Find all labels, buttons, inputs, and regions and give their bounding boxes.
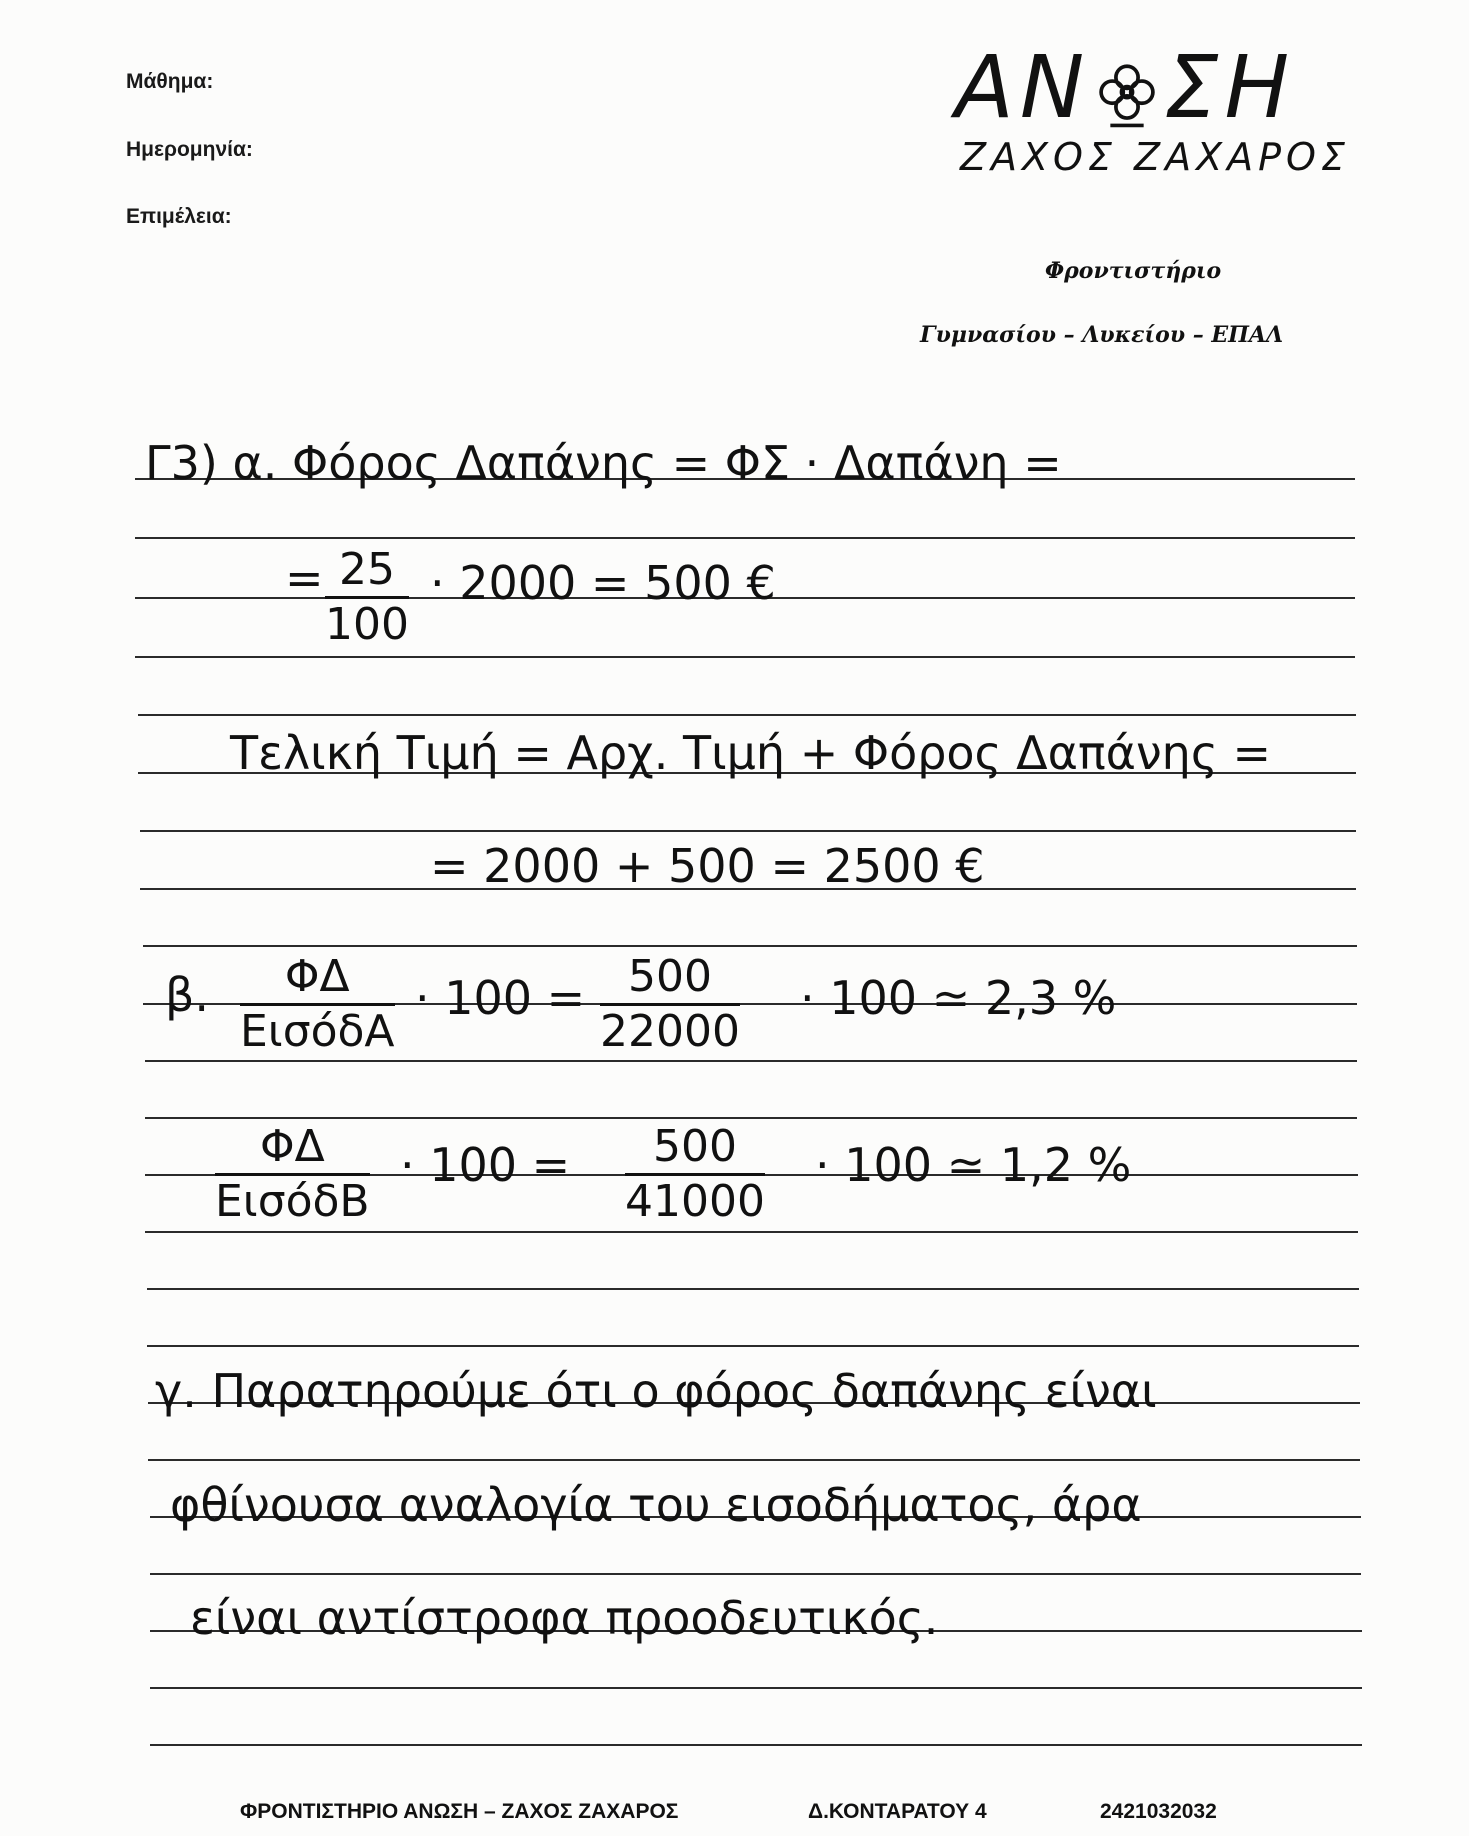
solution-line-5-end: · 100 ≃ 2,3 %: [800, 971, 1117, 1025]
solution-line-5-mid: · 100 =: [415, 971, 586, 1025]
solution-line-7: γ. Παρατηρούμε ότι ο φόρος δαπάνης είναι: [155, 1364, 1157, 1418]
logo: [955, 38, 1375, 138]
rule-line: [140, 830, 1356, 832]
fraction-numerator: 25: [325, 548, 409, 599]
solution-line-3: Τελική Τιμή = Αρχ. Τιμή + Φόρος Δαπάνης =: [230, 726, 1271, 780]
solution-line-8: φθίνουσα αναλογία του εισοδήματος, άρα: [170, 1478, 1142, 1532]
flower-icon: [1090, 57, 1164, 131]
solution-line-4: = 2000 + 500 = 2500 €: [430, 839, 985, 893]
rule-line: [143, 945, 1357, 947]
footer-address: Δ.ΚΟΝΤΑΡΑΤΟΥ 4: [808, 1800, 987, 1823]
fraction-numerator: ΦΔ: [240, 955, 395, 1006]
solution-line-2-prefix: =: [285, 551, 324, 605]
school-name: Φροντιστήριο: [1045, 258, 1222, 284]
school-levels: Γυμνασίου – Λυκείου – ΕΠΑΛ: [920, 322, 1284, 348]
editor-field-label: Επιμέλεια:: [126, 205, 232, 228]
solution-line-9: είναι αντίστροφα προοδευτικός.: [190, 1591, 939, 1645]
solution-line-2-rest: · 2000 = 500 €: [430, 556, 776, 610]
rule-line: [145, 1060, 1357, 1062]
rule-line: [135, 537, 1355, 539]
fraction-fd-income-a: [240, 951, 395, 1057]
rule-line: [135, 656, 1355, 658]
fraction-numerator: 500: [600, 955, 740, 1006]
fraction-numerator: 500: [625, 1125, 765, 1176]
fraction-fd-income-b: [215, 1121, 370, 1227]
rule-line: [147, 1345, 1359, 1347]
rule-line: [145, 1231, 1358, 1233]
fraction-500-41000: [625, 1121, 765, 1227]
fraction-25-100: [325, 544, 409, 650]
rule-line: [150, 1573, 1361, 1575]
fraction-denominator: 41000: [625, 1176, 765, 1227]
subject-field-label: Μάθημα:: [126, 70, 214, 93]
solution-line-5-label: β.: [165, 968, 209, 1022]
logo-text-right: ΣΗ: [1164, 38, 1296, 138]
rule-line: [145, 1117, 1357, 1119]
rule-line: [138, 714, 1356, 716]
solution-line-1: Γ3) α. Φόρος Δαπάνης = ΦΣ · Δαπάνη =: [145, 436, 1062, 490]
rule-line: [150, 1687, 1362, 1689]
logo-text-left: ΑΝ: [955, 38, 1091, 138]
footer-phone: 2421032032: [1100, 1800, 1217, 1823]
rule-line: [148, 1459, 1360, 1461]
solution-line-6-mid: · 100 =: [400, 1138, 571, 1192]
fraction-denominator: 100: [325, 599, 409, 650]
fraction-denominator: ΕισόδΒ: [215, 1176, 370, 1227]
fraction-denominator: 22000: [600, 1006, 740, 1057]
fraction-numerator: ΦΔ: [215, 1125, 370, 1176]
fraction-denominator: ΕισόδΑ: [240, 1006, 395, 1057]
footer-school-name: ΦΡΟΝΤΙΣΤΗΡΙΟ ΑΝΩΣΗ – ΖΑΧΟΣ ΖΑΧΑΡΟΣ: [240, 1800, 679, 1823]
rule-line: [150, 1744, 1362, 1746]
solution-line-6-end: · 100 ≃ 1,2 %: [815, 1138, 1132, 1192]
logo-subtitle: ΖΑΧΟΣ ΖΑΧΑΡΟΣ: [960, 135, 1350, 179]
date-field-label: Ημερομηνία:: [126, 138, 253, 161]
fraction-500-22000: [600, 951, 740, 1057]
rule-line: [147, 1288, 1359, 1290]
